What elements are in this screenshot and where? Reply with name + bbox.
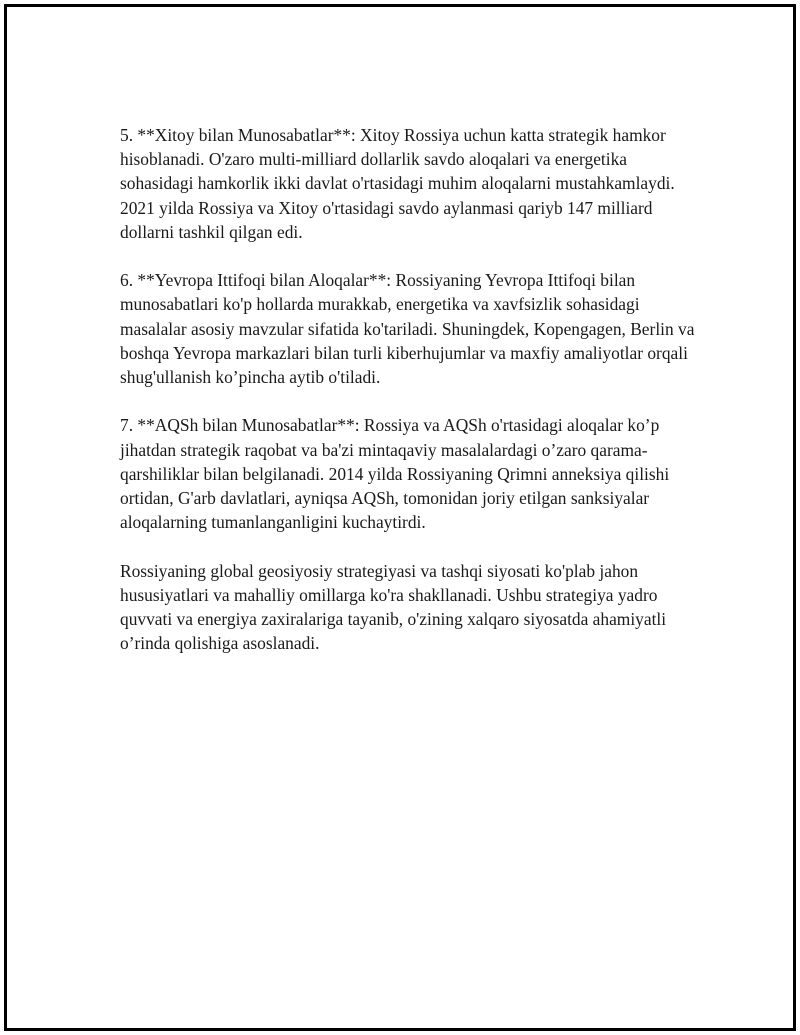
paragraph-conclusion: Rossiyaning global geosiyosiy strategiyasi va tashqi siyosati ko'plab jahon hususiyatlari va mahalliy omillarga ko'ra shakllanadi. Ushbu strategiya yadro quvvati va energiya zaxiralariga tayanib, o'zining xalqaro siyosatda ahamiyatli o’rinda qolishiga asoslanadi. [120,560,667,654]
paragraph-china-relations: 5. **Xitoy bilan Munosabatlar**: Xitoy Rossiya uchun katta strategik hamkor hisoblanadi. O'zaro multi-milliard dollarlik savdo aloqalari va energetika sohasidagi hamkorlik ikki davlat o'rtasidagi muhim aloqalarni mustahkamlaydi. 2021 yilda Rossiya va Xitoy o'rtasidagi savdo aylanmasi qariyb 147 milliard dollarni tashkil qilgan edi. [120,125,675,242]
paragraph-eu-relations: 6. **Yevropa Ittifoqi bilan Aloqalar**: Rossiyaning Yevropa Ittifoqi bilan munosabatlari ko'p hollarda murakkab, energetika va xavfsizlik sohasidagi masalalar asosiy mavzular sifatida ko'tariladi. Shuningdek, Kopengagen, Berlin va boshqa Yevropa markazlari bilan turli kiberhujumlar va maxfiy amaliyotlar orqali shug'ullanish ko’pincha aytib o'tiladi. [120,270,695,388]
document-body [120,123,700,680]
document-page [4,4,796,1031]
paragraph-usa-relations: 7. **AQSh bilan Munosabatlar**: Rossiya va AQSh o'rtasidagi aloqalar ko’p jihatdan strategik raqobat va ba'zi mintaqaviy masalalardagi o’zaro qarama-qarshiliklar bilan belgilanadi. 2014 yilda Rossiyaning Qrimni anneksiya qilishi ortidan, G'arb davlatlari, ayniqsa AQSh, tomonidan joriy etilgan sanksiyalar aloqalarning tumanlanganligini kuchaytirdi. [120,415,670,533]
